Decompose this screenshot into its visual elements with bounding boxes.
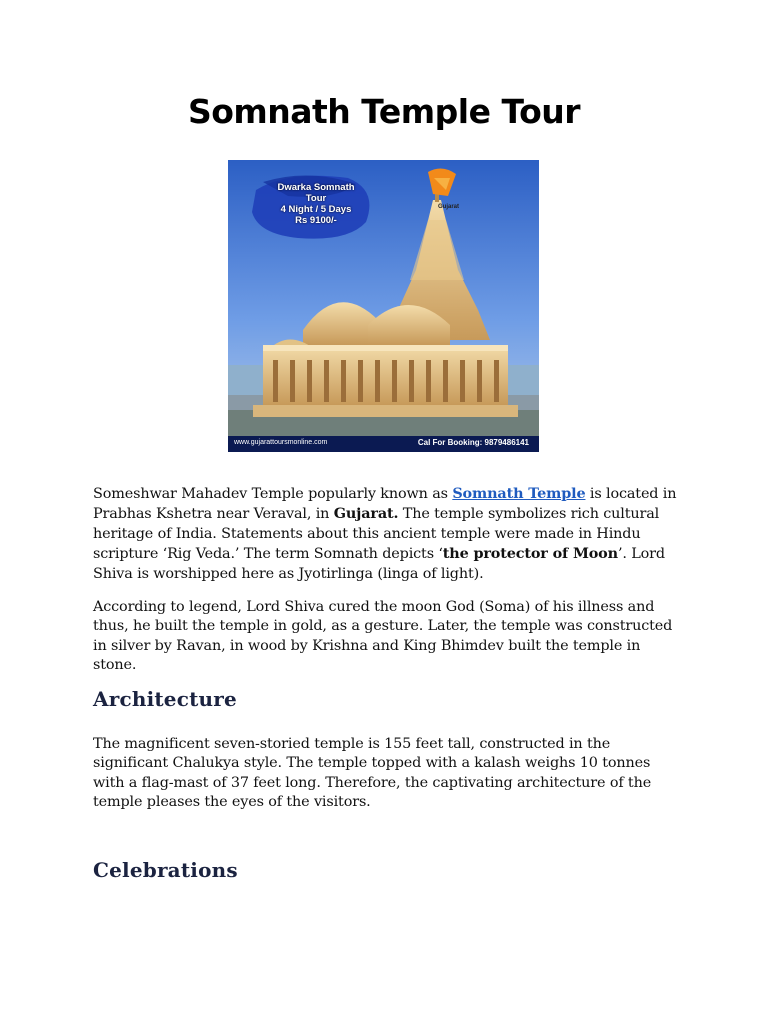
intro-text-3: The temple symbolizes rich cultural heritage of India. Statements about this ancient temple were made in Hindu scripture ‘Rig Veda.’ The term Somnath depicts ‘: [93, 506, 660, 563]
intro-bold-protector: the protector of Moon: [442, 545, 618, 563]
intro-text-1: Someshwar Mahadev Temple popularly known as: [93, 486, 453, 502]
celebrations-heading: Celebrations: [93, 857, 238, 882]
intro-text-2: is located in Prabhas Kshetra near Veraval, in: [93, 486, 677, 523]
banner-website: www.gujarattoursmonline.com: [234, 439, 328, 446]
badge-line-2: Tour: [305, 193, 327, 204]
article-body: [93, 484, 683, 880]
tour-package-badge: [268, 182, 364, 226]
gujarat-logo-text: Gujarat: [438, 204, 460, 210]
temple-tour-banner-image: [228, 160, 539, 452]
page-title: Somnath Temple Tour: [187, 92, 581, 131]
banner-footer-bar: [228, 436, 539, 452]
intro-bold-gujarat: Gujarat.: [333, 505, 399, 523]
architecture-paragraph: The magnificent seven-storied temple is 155 feet tall, constructed in the significant Chalukya style. The temple topped with a kalash weighs 10 tonnes with a flag-mast of 37 feet long. Therefore, the captivating architecture of the temple pleases the eyes of the visitors.: [93, 736, 652, 811]
badge-line-1: Dwarka Somnath: [277, 182, 355, 193]
badge-line-4: Rs 9100/-: [295, 215, 337, 226]
badge-line-3: 4 Night / 5 Days: [280, 204, 352, 215]
intro-paragraph: [93, 484, 683, 584]
somnath-temple-link[interactable]: Somnath Temple: [452, 485, 586, 502]
legend-paragraph: According to legend, Lord Shiva cured the moon God (Soma) of his illness and thus, he built the temple in gold, as a gesture. Later, the temple was constructed in silver by Ravan, in wood by Krishna and King Bhimdev built the temple in stone.: [93, 599, 673, 674]
intro-text-4: ’. Lord Shiva is worshipped here as Jyotirlinga (linga of light).: [93, 546, 665, 582]
architecture-heading: Architecture: [93, 686, 237, 711]
banner-booking-phone: Cal For Booking: 9879486141: [417, 438, 529, 447]
